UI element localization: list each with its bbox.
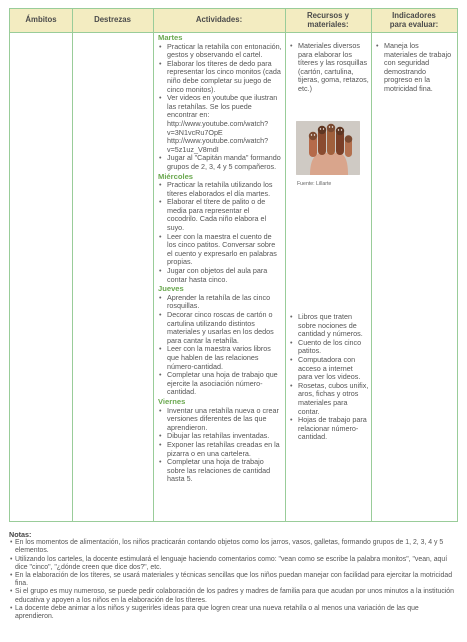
column-divider (285, 9, 286, 521)
day-block-viernes (158, 398, 282, 484)
activity-item: • Leer con la maestra varios libros que hablen de las relaciones número-cantidad. (158, 345, 282, 371)
activity-item: • Leer con la maestra el cuento de los cinco patitos. Conversar sobre el cuento y expresarlo en palabras propias. (158, 233, 282, 267)
activities-column (158, 33, 282, 484)
day-block-martes (158, 34, 282, 172)
activity-item: • Inventar una retahíla nueva o crear versiones diferentes de las que aprendieron. (158, 407, 282, 433)
activity-item: • Exponer las retahílas creadas en la pizarra o en una cartelera. (158, 441, 282, 458)
activity-item: • Dibujar las retahílas inventadas. (158, 432, 282, 441)
activity-item: • Completar una hoja de trabajo sobre las relaciones de cantidad hasta 5. (158, 458, 282, 484)
activity-item: • Jugar al "Capitán manda" formando grupos de 2, 3, 4 y 5 compañeros. (158, 154, 282, 171)
resources-top (289, 42, 369, 94)
activity-item: • Jugar con objetos del aula para contar hasta cinco. (158, 267, 282, 284)
notes-section (9, 531, 457, 621)
finger-puppets-photo (296, 121, 360, 175)
day-label: Miércoles (158, 171, 194, 181)
note-item: • En la elaboración de los títeres, se usará materiales y técnicas sencillas que los niños puedan manejar con facilidad para ejercitar la motricidad fina. (9, 572, 457, 588)
column-divider (72, 9, 73, 521)
resource-item: • Hojas de trabajo para relacionar número-cantidad. (289, 416, 369, 442)
activity-item: • Decorar cinco roscas de cartón o cartulina utilizando distintos materiales y usarlas en los dedos para cantar la retahíla. (158, 311, 282, 345)
header-actividades: Actividades: (195, 15, 243, 25)
resource-item: • Libros que traten sobre nociones de cantidad y números. (289, 313, 369, 339)
day-label: Jueves (158, 284, 184, 294)
day-label: Viernes (158, 396, 186, 406)
activity-table (9, 8, 458, 522)
activity-item: • Completar una hoja de trabajo que ejercite la asociación número-cantidad. (158, 371, 282, 397)
activity-item: • Practicar la retahíla utilizando los títeres elaborados el día martes. (158, 181, 282, 198)
activity-item: • Aprender la retahíla de las cinco rosquillas. (158, 294, 282, 311)
day-block-jueves (158, 285, 282, 397)
header-recursos: Recursos y materiales: (306, 10, 350, 29)
note-item: • En los momentos de alimentación, los niños practicarán contando objetos como los jarros, vasos, galletas, formando grupos de 1, 2, 3, 4 y 5 elementos. (9, 539, 457, 555)
resource-item: • Rosetas, cubos unifix, aros, fichas y otros materiales para contar. (289, 382, 369, 416)
notes-title: Notas: (9, 530, 32, 539)
activity-item: • Ver videos en youtube que ilustran las retahílas. Se los puede encontrar en: http://www.youtube.com/watch?v=3N1vcRu7OpE http://www.youtube.com/watch?v=5z1uz_V8mdI (158, 94, 282, 154)
header-ambitos: Ámbitos (25, 15, 57, 25)
indicators-column (375, 42, 453, 94)
header-indicadores: Indicadores para evaluar: (389, 10, 439, 29)
resources-bottom (289, 313, 369, 442)
column-divider (371, 9, 372, 521)
finger-puppets-image (296, 121, 360, 175)
day-block-miercoles (158, 173, 282, 285)
photo-caption: Fuente: Lillarte (297, 181, 332, 187)
note-item: • La docente debe animar a los niños y sugerirles ideas para que logren crear una nueva retahíla o al menos una variación de las que aprendieron. (9, 605, 457, 621)
note-item: • Utilizando los carteles, la docente estimulará el lenguaje haciendo comentarios como: "vean como se escribe la palabra monitos", "vean, aquí dice "cinco", "¿dónde creen que dice dos?", etc. (9, 556, 457, 572)
note-item: • Si el grupo es muy numeroso, se puede pedir colaboración de los padres y madres de familia para que acudan por unos minutos a la institución educativa y apoyen a los niños en la elaboración de los títeres. (9, 588, 457, 604)
resource-item: • Cuento de los cinco patitos. (289, 339, 369, 356)
indicator-item: • Maneja los materiales de trabajo con seguridad demostrando progreso en la motricidad fina. (375, 42, 453, 94)
resource-item: • Materiales diversos para elaborar los títeres y las rosquillas (cartón, cartulina, tijeras, goma, retazos, etc.) (289, 42, 369, 94)
activity-item: • Elaborar los títeres de dedo para representar los cinco monitos (cada niño debe completar su juego de cinco monitos). (158, 60, 282, 94)
activity-item: • Elaborar el títere de palito o de media para representar el cocodrilo. Cada niño elabora el suyo. (158, 198, 282, 232)
resource-item: • Computadora con acceso a internet para ver los videos. (289, 356, 369, 382)
day-label: Martes (158, 33, 183, 42)
column-divider (153, 9, 154, 521)
header-destrezas: Destrezas (94, 15, 131, 25)
activity-item: • Practicar la retahíla con entonación, gestos y observando el cartel. (158, 43, 282, 60)
